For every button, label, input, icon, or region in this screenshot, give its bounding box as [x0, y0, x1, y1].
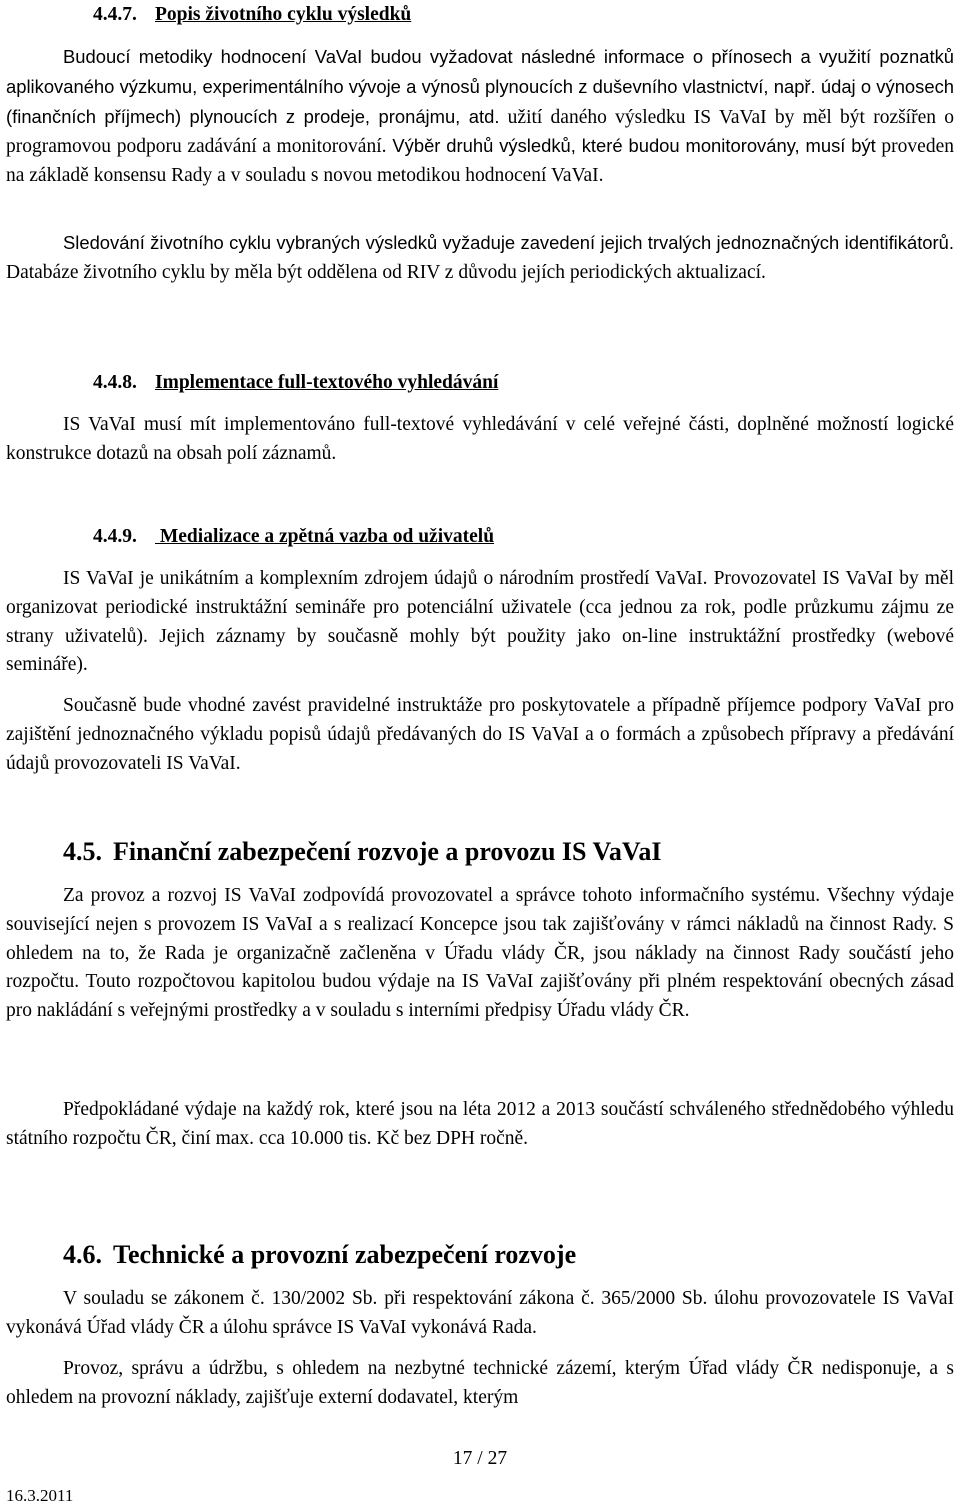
heading-number: 4.6.	[63, 1240, 102, 1269]
paragraph: V souladu se zákonem č. 130/2002 Sb. při respektování zákona č. 365/2000 Sb. úlohu provozovatele IS VaVaI vykonává Úřad vlády ČR a úlohu správce IS VaVaI vykonává Rada.	[6, 1288, 954, 1338]
heading-title: Technické a provozní zabezpečení rozvoje	[113, 1240, 577, 1269]
heading-title: Finanční zabezpečení rozvoje a provozu IS VaVaI	[113, 837, 662, 866]
paragraph: Provoz, správu a údržbu, s ohledem na nezbytné technické zázemí, kterým Úřad vlády ČR nedisponuje, a s ohledem na provozní náklady, zajišťuje externí dodavatel, kterým	[6, 1358, 954, 1408]
heading-title: Popis životního cyklu výsledků	[155, 4, 412, 25]
paragraph: Sledování životního cyklu vybraných výsledků vyžaduje zavedení jejich trvalých jednoznačných identifikátorů. Databáze životního cyklu by měla být oddělena od RIV z důvodu jejích periodických aktualizací.	[6, 232, 954, 283]
heading-4-4-8	[6, 369, 498, 397]
heading-title: Implementace full-textového vyhledávání	[155, 372, 499, 393]
heading-4-5	[6, 835, 661, 869]
heading-4-4-9	[6, 523, 494, 551]
paragraph: IS VaVaI je unikátním a komplexním zdrojem údajů o národním prostředí VaVaI. Provozovatel IS VaVaI by měl organizovat periodické instruktážní semináře pro potenciální uživatele (cca jednou za rok, podle průzkumu zájmu ze strany uživatelů). Jejich záznamy by současně mohly být použity jako on-line instruktážní prostředky (webové semináře).	[6, 568, 954, 676]
heading-title: Medializace a zpětná vazba od uživatelů	[155, 526, 495, 547]
paragraph: Budoucí metodiky hodnocení VaVaI budou vyžadovat následné informace o přínosech a využití poznatků aplikovaného výzkumu, experimentálního vývoje a výnosů plynoucích z duševního vlastnictví, např. údaj o výnosech (finančních příjmech) plynoucích z prodeje, pronájmu, atd. užití daného výsledku IS VaVaI by měl být rozšířen o programovou podporu zadávání a monitorování. Výběr druhů výsledků, které budou monitorovány, musí být proveden na základě konsensu Rady a v souladu s novou metodikou hodnocení VaVaI.	[6, 46, 954, 187]
heading-number: 4.4.7.	[93, 4, 137, 25]
paragraph: Za provoz a rozvoj IS VaVaI zodpovídá provozovatel a správce tohoto informačního systému. Všechny výdaje související nejen s provozem IS VaVaI a s realizací Koncepce jsou tak zajišťovány v rámci nákladů na činnost Rady. S ohledem na to, že Rada je organizačně začleněna v Úřadu vlády ČR, jsou náklady na činnost Rady součástí jeho rozpočtu. Touto rozpočtovou kapitolou budou výdaje na IS VaVaI zajišťovány při plném respektování obecných zásad pro nakládání s veřejnými prostředky a v souladu s interními předpisy Úřadu vlády ČR.	[6, 885, 954, 1022]
heading-4-6	[6, 1238, 576, 1272]
heading-number: 4.4.9.	[93, 526, 137, 547]
paragraph: IS VaVaI musí mít implementováno full-textové vyhledávání v celé veřejné části, doplněné možností logické konstrukce dotazů na obsah polí záznamů.	[6, 414, 954, 464]
footer-date: 16.3.2011	[6, 1486, 74, 1505]
paragraph: Předpokládané výdaje na každý rok, které jsou na léta 2012 a 2013 součástí schváleného střednědobého výhledu státního rozpočtu ČR, činí max. cca 10.000 tis. Kč bez DPH ročně.	[6, 1099, 954, 1149]
heading-4-4-7	[6, 1, 411, 29]
heading-number: 4.4.8.	[93, 372, 137, 393]
page-number: 17 / 27	[452, 1448, 508, 1469]
paragraph: Současně bude vhodné zavést pravidelné instruktáže pro poskytovatele a případně příjemce podpory VaVaI pro zajištění jednoznačného výkladu popisů údajů předávaných do IS VaVaI a o formách a způsobech přípravy a předávání údajů provozovateli IS VaVaI.	[6, 695, 954, 774]
heading-number: 4.5.	[63, 837, 102, 866]
